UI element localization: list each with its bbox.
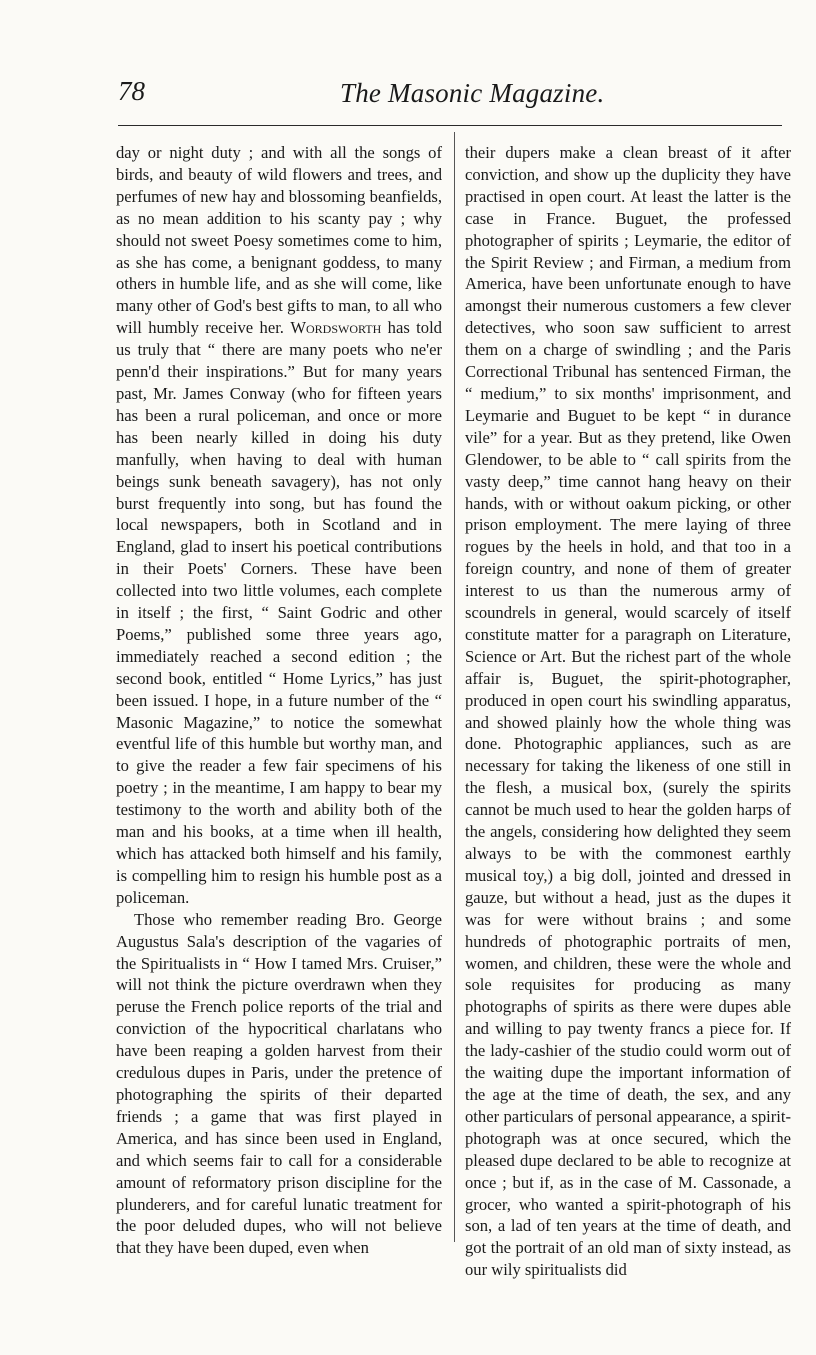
column-divider	[454, 132, 455, 1242]
author-name-wordsworth: Wordsworth	[290, 318, 382, 338]
right-paragraph-1: their dupers make a clean breast of it after conviction, and show up the duplicity they have practised in open court. At least the latter is the case in France. Buguet, the professed photographer of spirits ; Leymarie, the editor of the Spirit Review ; and Firman, a medium from America, have been unfortunate enough to have amongst their numerous customers a few clever detectives, who soon saw sufficient to arrest them on a charge of swindling ; and the Paris Correctional Tribunal has sentenced Firman, the “ medium,” to six months' imprisonment, and Leymarie and Buguet to be kept “ in durance vile” for a year. But as they pretend, like Owen Glendower, to be able to “ call spirits from the vasty deep,” time cannot hang heavy on their hands, with or without oakum picking, or other prison employment. The mere laying of three rogues by the heels in hold, and that too in a foreign country, and none of them of greater interest to us than the numerous army of scoundrels in general, would scarcely of itself constitute matter for a paragraph on Literature, Science or Art. But the richest part of the whole affair is, Buguet, the spirit-photographer, produced in open court his swindling apparatus, and showed plainly how the whole thing was done. Photographic appliances, such as are necessary for taking the likeness of one still in the flesh, a musical box, (surely the spirits cannot be much used to hear the golden harps of the angels, considering how delighted they seem always to be with the commonest earthly musical toy,) a big doll, jointed and dressed in gauze, but without a head, just as the dupes it was for were without brains ; and some hundreds of photographic portraits of men, women, and children, these were the whole and sole requisites for producing as many photographs of spirits as there were dupes able and willing to pay twenty francs a piece for. If the lady-cashier of the studio could worm out of the waiting dupe the important information of the age at the time of death, the sex, and any other particulars of personal appearance, a spirit-photograph was at once secured, which the pleased dupe declared to be able to recognize at once ; but if, as in the case of M. Cassonade, a grocer, who wanted a spirit-photograph of his son, a lad of ten years at the time of death, and got the portrait of an old man of sixty instead, as our wily spiritualists did	[465, 143, 791, 1280]
left-column	[116, 142, 442, 1259]
page-number: 78	[118, 76, 145, 106]
left-paragraph-1-text-a: day or night duty ; and with all the songs of birds, and beauty of wild flowers and trees, and perfumes of new hay and blossoming beanfields, as no mean addition to his scanty pay ; why should not sweet Poesy sometimes come to him, as she has come, a benignant goddess, to many others in humble life, and as she will come, like many other of God's best gifts to man, to all who will humbly receive her.	[116, 143, 442, 338]
header-rule	[118, 125, 782, 126]
running-title: The Masonic Magazine.	[340, 78, 605, 108]
left-paragraph-2: Those who remember reading Bro. George Augustus Sala's description of the vagaries of the Spiritualists in “ How I tamed Mrs. Cruiser,” will not think the picture overdrawn when they peruse the French police reports of the trial and conviction of the hypocritical charlatans who have been reaping a golden harvest from their credulous dupes in Paris, under the pretence of photographing the spirits of their departed friends ; a game that was first played in America, and has since been used in England, and which seems fair to call for a considerable amount of reformatory prison discipline for the plunderers, and for careful lunatic treatment for the poor deluded dupes, who will not believe that they have been duped, even when	[116, 909, 442, 1258]
left-paragraph-1	[116, 142, 442, 909]
left-paragraph-1-text-b: has told us truly that “ there are many poets who ne'er penn'd their inspirations.” But for many years past, Mr. James Conway (who for fifteen years has been a rural policeman, and once or more has been nearly killed in doing his duty manfully, when having to deal with human beings sunk beneath savagery), has not only burst frequently into song, but has found the local newspapers, both in Scotland and in England, glad to insert his poetical contributions in their Poets' Corners. These have been collected into two little volumes, each complete in itself ; the first, “ Saint Godric and other Poems,” published some three years ago, immediately reached a second edition ; the second book, entitled “ Home Lyrics,” has just been issued. I hope, in a future number of the “ Masonic Magazine,” to notice the somewhat eventful life of this humble but worthy man, and to give the reader a few fair specimens of his poetry ; in the meantime, I am happy to bear my testimony to the worth and ability both of the man and his books, at a time when ill health, which has attacked both himself and his family, is compelling him to resign his humble post as a policeman.	[116, 318, 442, 907]
right-column	[465, 142, 791, 1281]
